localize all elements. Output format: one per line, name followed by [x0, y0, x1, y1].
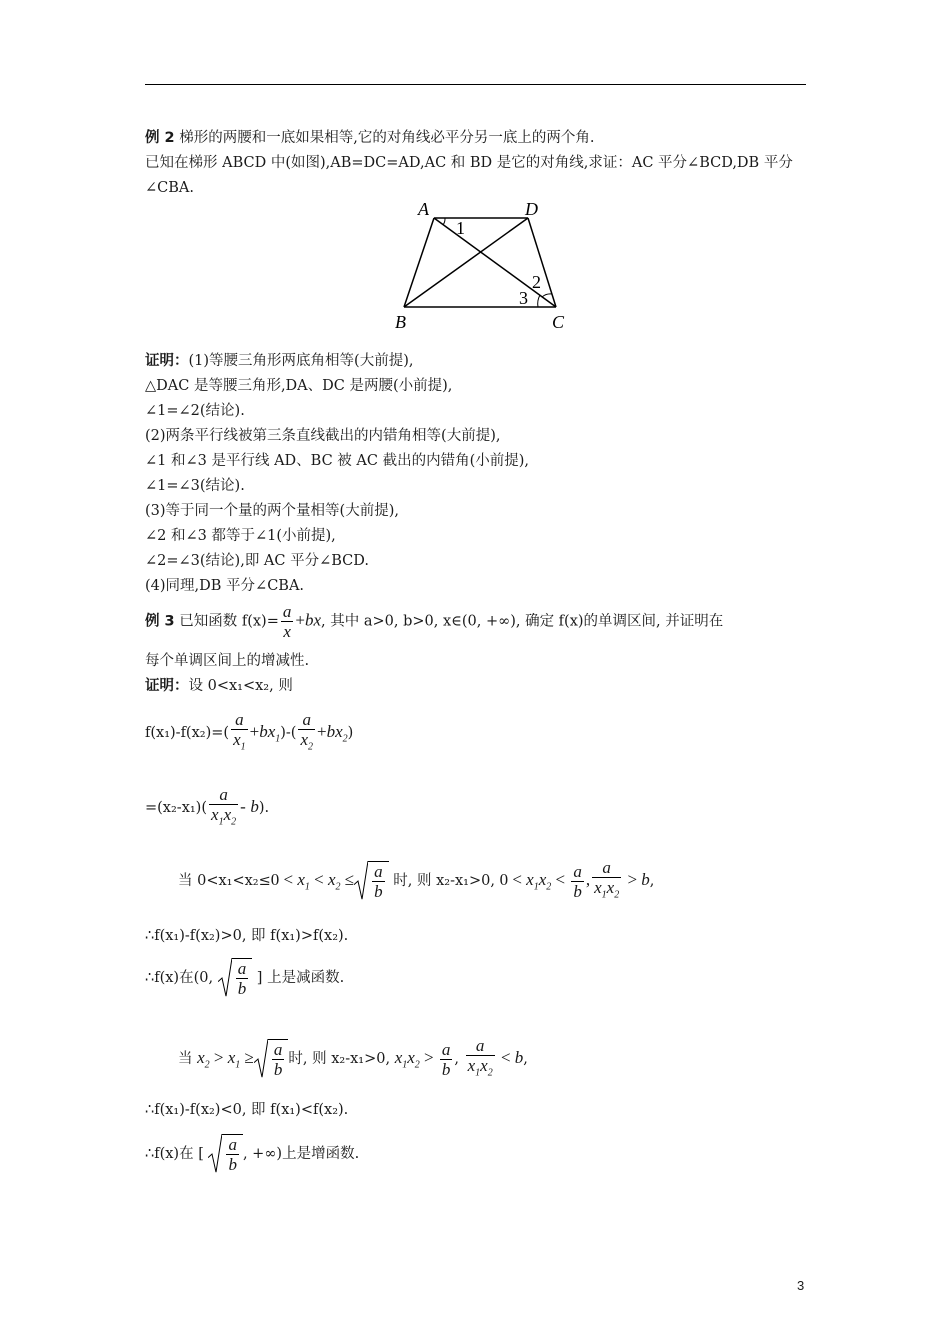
case-1: 当 $0<x_1<x_2\le 0 < x_1 < x_2$ ≤ $\frac{a}{b}$ 时, 则 x₂-x₁>0, $0 < x_1x_2$ < $\frac{a}{b}$ , $\frac{a}{x_1x_2}$ > b, — [178, 858, 655, 902]
fraction-a-over-x: $\frac{a}{x}$ — [282, 602, 292, 641]
label-c: C — [552, 312, 565, 332]
proof-2-line-1: 证明：(1)等腰三角形两底角相等(大前提), — [145, 353, 414, 369]
proof-2-line-3: ∠1=∠2(结论). — [145, 403, 245, 419]
diagonal-ac — [434, 218, 556, 307]
proof-label: 证明： — [145, 353, 189, 369]
angle-2-arc — [542, 294, 552, 297]
example-3-proof-start: 证明：设 0<x₁<x₂, 则 — [145, 678, 293, 694]
factored-equation: =(x₂-x₁)( $\frac{a}{x_1x_2}$ - b). — [145, 785, 270, 828]
label-angle-3: 3 — [519, 288, 528, 308]
increasing-interval: ∴f(x)在 [ $\frac{a}{b}$ , +∞)上是增函数. — [145, 1135, 360, 1174]
proof-2-line-4: (2)两条平行线被第三条直线截出的内错角相等(大前提), — [145, 428, 501, 444]
proof-2-line-10: (4)同理,DB 平分∠CBA. — [145, 578, 305, 594]
example-2-given: 已知在梯形 ABCD 中(如图),AB=DC=AD,AC 和 BD 是它的对角线,求证：AC 平分∠BCD,DB 平分 — [145, 155, 793, 171]
diagonal-bd — [404, 218, 528, 307]
edge-ab — [404, 218, 434, 307]
proof-2-line-8: ∠2 和∠3 都等于∠1(小前提), — [145, 528, 336, 544]
proof-2-line-9: ∠2=∠3(结论),即 AC 平分∠BCD. — [145, 553, 369, 569]
proof-2-line-6: ∠1=∠3(结论). — [145, 478, 245, 494]
label-angle-1: 1 — [456, 218, 465, 238]
label-d: D — [525, 199, 538, 219]
example-3-label: 例 3 — [145, 613, 175, 630]
conclusion-1: ∴f(x₁)-f(x₂)>0, 即 f(x₁)>f(x₂). — [145, 928, 349, 944]
proof-2-line-2: △DAC 是等腰三角形,DA、DC 是两腰(小前提), — [145, 378, 453, 394]
page-number: 3 — [797, 1278, 805, 1293]
example-3-statement-cont: 每个单调区间上的增减性. — [145, 653, 310, 669]
trapezoid-figure — [390, 198, 580, 334]
decreasing-interval: ∴f(x)在(0, $\frac{a}{b}$ ] 上是减函数. — [145, 959, 345, 998]
example-2-label: 例 2 — [145, 130, 175, 146]
header-rule — [145, 84, 806, 85]
angle-1-arc — [443, 218, 445, 225]
label-b: B — [395, 312, 406, 332]
case-2: 当 $x_2 > x_1$ ≥ $\frac{a}{b}$ 时, 则 x₂-x₁>0, $x_1x_2$ > $\frac{a}{b}$ , $\frac{a}{x_1x_2}$ < b, — [178, 1036, 528, 1080]
proof-3-label: 证明： — [145, 678, 189, 694]
difference-equation: f(x₁)-f(x₂)=( $\frac{a}{x_1}$ $+bx_1)-$( $\frac{a}{x_2}$ $+bx_2$) — [145, 710, 354, 753]
proof-2-line-5: ∠1 和∠3 是平行线 AD、BC 被 AC 截出的内错角(小前提), — [145, 453, 530, 469]
example-2-title: 例 2 梯形的两腰和一底如果相等,它的对角线必平分另一底上的两个角. — [145, 130, 595, 146]
conclusion-2: ∴f(x₁)-f(x₂)<0, 即 f(x₁)<f(x₂). — [145, 1102, 349, 1118]
label-a: A — [418, 199, 429, 219]
label-angle-2: 2 — [532, 272, 541, 292]
angle-3-arc — [538, 295, 540, 307]
example-2-given-cont: ∠CBA. — [145, 180, 194, 196]
example-3-statement: 例 3 已知函数 f(x)= $\frac{a}{x}$ +bx, 其中 a>0, b>0, x∈(0, +∞), 确定 f(x)的单调区间, 并证明在 — [145, 602, 724, 641]
proof-2-line-7: (3)等于同一个量的两个量相等(大前提), — [145, 503, 399, 519]
